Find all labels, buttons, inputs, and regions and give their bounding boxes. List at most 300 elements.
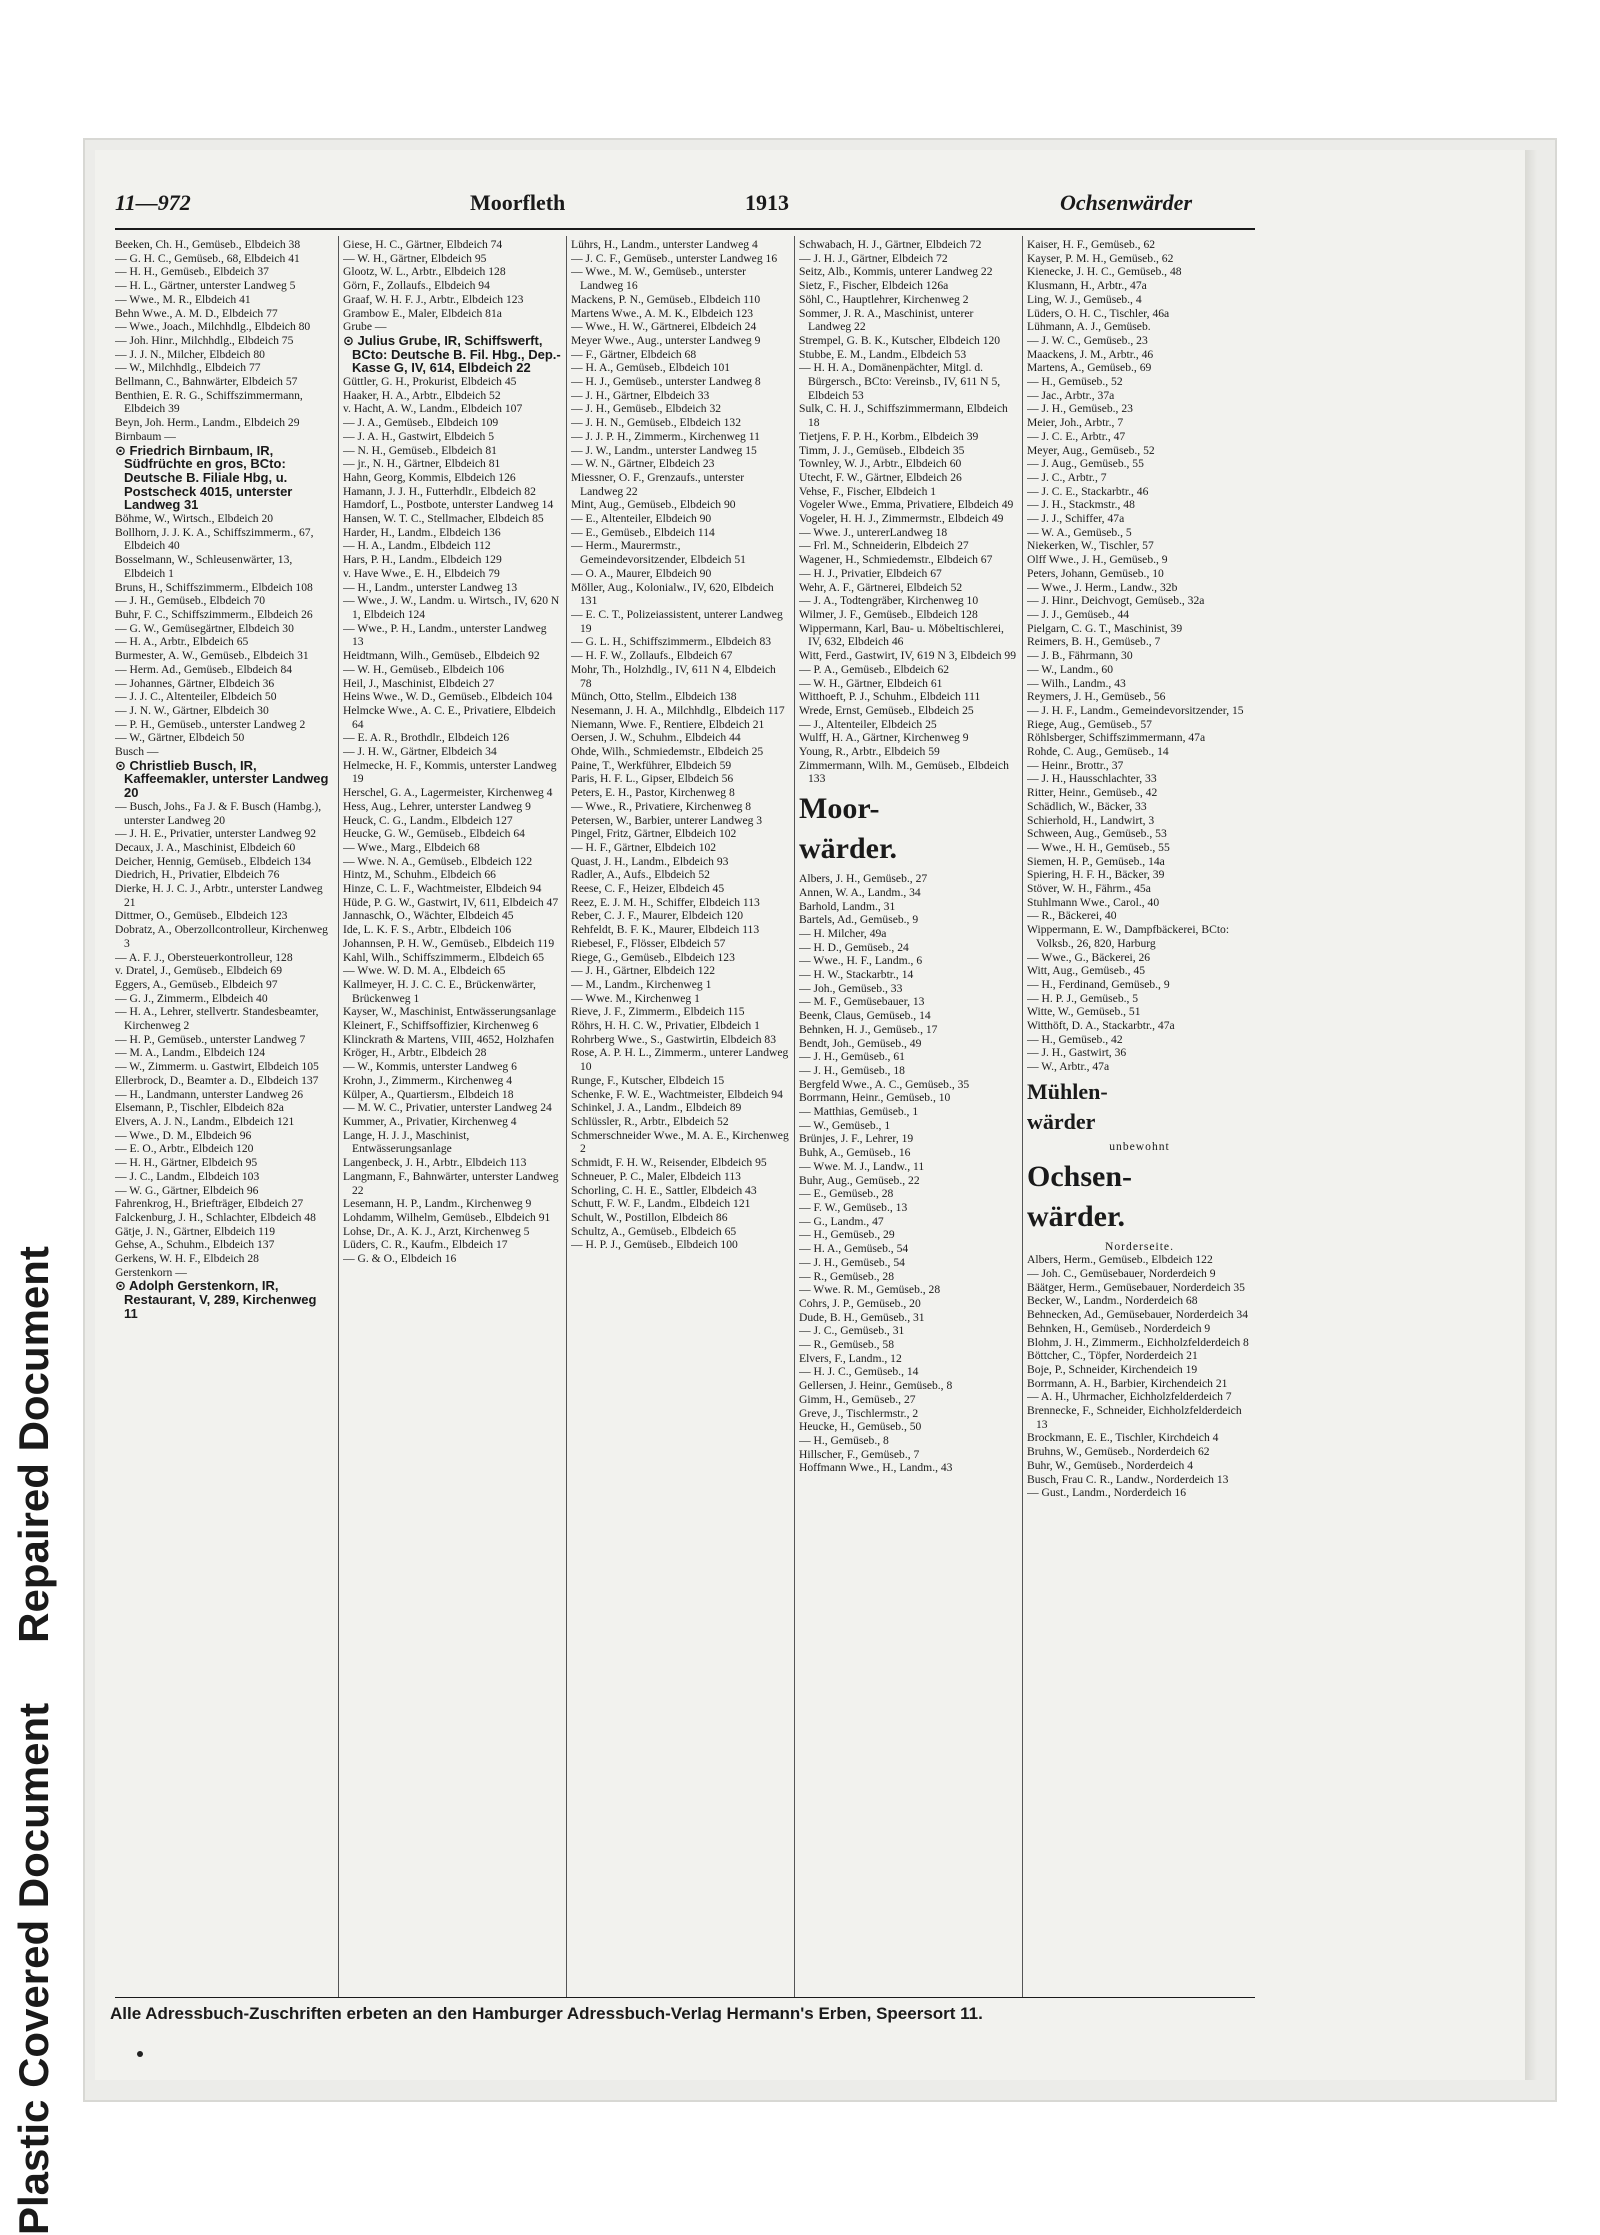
directory-entry: — J. H., Gemüseb., 54 (799, 1255, 905, 1269)
directory-entry: Bollhorn, J. J. K. A., Schiffszimmerm., 67, Elbdeich 40 (115, 525, 314, 553)
directory-entry: Graaf, W. H. F. J., Arbtr., Elbdeich 123 (343, 292, 524, 306)
directory-entry: — J. W., Landm., unterster Landweg 15 (571, 443, 757, 457)
directory-entry: Grube — (343, 320, 387, 334)
directory-entry: — Wwe., H. F., Landm., 6 (799, 954, 923, 968)
directory-entry: Falckenburg, J. H., Schlachter, Elbdeich 48 (115, 1210, 316, 1224)
publisher-footer: Alle Adressbuch-Zuschriften erbeten an den Hamburger Adressbuch-Verlag Hermann's Erben, Speersort 11. (110, 2004, 983, 2023)
directory-entry: Haaker, H. A., Arbtr., Elbdeich 52 (343, 388, 501, 402)
directory-entry: Hansen, W. T. C., Stellmacher, Elbdeich 85 (343, 512, 544, 526)
side-label-text (10, 515, 60, 2235)
directory-entry: Borrmann, A. H., Barbier, Kirchendeich 21 (1027, 1376, 1228, 1390)
directory-entry: — W., Zimmerm. u. Gastwirt, Elbdeich 105 (115, 1060, 319, 1074)
directory-entry: — H. J. C., Gemüseb., 14 (799, 1365, 919, 1379)
directory-entry: — W. G., Gärtner, Elbdeich 96 (115, 1183, 259, 1197)
directory-entry: Röhlsberger, Schiffszimmermann, 47a (1027, 731, 1206, 745)
directory-entry: — H. W., Stackarbtr., 14 (799, 968, 914, 982)
directory-entry: Riege, G., Gemüseb., Elbdeich 123 (571, 950, 735, 964)
directory-entry: Siemen, H. P., Gemüseb., 14a (1027, 854, 1165, 868)
directory-entry: Witte, W., Gemüseb., 51 (1027, 1005, 1141, 1019)
directory-entry: — W., Gärtner, Elbdeich 50 (115, 731, 245, 745)
directory-entry: Albers, J. H., Gemüseb., 27 (799, 872, 928, 886)
directory-entry: Schierhold, H., Landwirt, 3 (1027, 813, 1155, 827)
directory-entry: Miessner, O. F., Grenzaufs., unterster Landweg 22 (571, 470, 745, 498)
directory-entry: Hess, Aug., Lehrer, unterster Landweg 9 (343, 799, 531, 813)
directory-entry: Elvers, A. J. N., Landm., Elbdeich 121 (115, 1115, 295, 1128)
directory-entry: Riege, Aug., Gemüseb., 57 (1027, 717, 1152, 731)
directory-entry: — W. A., Gemüseb., 5 (1027, 525, 1132, 539)
directory-entry: — M., Landm., Kirchenweg 1 (571, 977, 712, 991)
directory-entry: Gimm, H., Gemüseb., 27 (799, 1392, 916, 1406)
directory-entry: Ohde, Wilh., Schmiedemstr., Elbdeich 25 (571, 745, 764, 759)
directory-entry: Peters, Johann, Gemüseb., 10 (1027, 566, 1164, 580)
directory-entry: — J. H., Gärtner, Elbdeich 122 (571, 964, 716, 978)
directory-entry: — H. A., Lehrer, stellvertr. Standesbeamter, Kirchenweg 2 (115, 1005, 319, 1033)
directory-entry: — J. H. J., Gärtner, Elbdeich 72 (799, 251, 948, 265)
directory-entry: Brünjes, J. F., Lehrer, 19 (799, 1132, 914, 1146)
directory-entry: Schenke, F. W. E., Wachtmeister, Elbdeich 94 (571, 1087, 783, 1101)
directory-entry: — Wwe., H. H., Gemüseb., 55 (1027, 840, 1170, 854)
directory-entry: Spiering, H. F. H., Bäcker, 39 (1027, 868, 1165, 882)
directory-entry: — H. A., Gemüseb., Elbdeich 101 (571, 361, 731, 375)
directory-entry: Heins Wwe., W. D., Gemüseb., Elbdeich 104 (343, 690, 553, 704)
directory-entry-featured: ⊙ Christlieb Busch, IR, Kaffeemakler, unterster Landweg 20 (115, 757, 329, 801)
directory-entry: — H. A., Landm., Elbdeich 112 (343, 539, 491, 553)
directory-entry: Benthien, E. R. G., Schiffszimmermann, Elbdeich 39 (115, 388, 303, 416)
directory-entry: — Gust., Landm., Norderdeich 16 (1027, 1486, 1187, 1500)
directory-entry: Rohrberg Wwe., S., Gastwirtin, Elbdeich 83 (571, 1032, 777, 1046)
directory-entry: — Joh. C., Gemüsebauer, Norderdeich 9 (1027, 1267, 1216, 1280)
directory-entry: Behnecken, Ad., Gemüsebauer, Norderdeich 34 (1027, 1308, 1249, 1322)
directory-entry: Langmann, F., Bahnwärter, unterster Landweg 22 (343, 1169, 559, 1197)
directory-entry: Annen, W. A., Landm., 34 (799, 885, 921, 899)
directory-entry: Heil, J., Maschinist, Elbdeich 27 (343, 676, 495, 690)
directory-entry: — G. L. H., Schiffszimmerm., Elbdeich 83 (571, 635, 772, 649)
directory-entry: Wulff, H. A., Gärtner, Kirchenweg 9 (799, 731, 969, 745)
directory-entry: Oersen, J. W., Schuhm., Elbdeich 44 (571, 731, 741, 745)
directory-entry: — H. F. W., Zollaufs., Elbdeich 67 (571, 649, 733, 663)
directory-entry: Rose, A. P. H. L., Zimmerm., unterer Landweg 10 (571, 1046, 789, 1074)
directory-entry: Young, R., Arbtr., Elbdeich 59 (799, 745, 940, 759)
directory-entry: Schwabach, H. J., Gärtner, Elbdeich 72 (799, 238, 982, 251)
directory-entry: Johannsen, P. H. W., Gemüseb., Elbdeich 119 (343, 936, 555, 950)
directory-column-3 (571, 238, 789, 1998)
directory-entry: — H., Gemüseb., 52 (1027, 375, 1123, 389)
directory-entry: Ling, W. J., Gemüseb., 4 (1027, 292, 1142, 306)
directory-entry: — J. H., Gemüseb., 18 (799, 1063, 905, 1077)
directory-entry: Schneuer, P. C., Maler, Elbdeich 113 (571, 1169, 741, 1183)
directory-entry: Beeken, Ch. H., Gemüseb., Elbdeich 38 (115, 238, 301, 251)
directory-entry: Reymers, J. H., Gemüseb., 56 (1027, 690, 1166, 704)
directory-entry: Schorling, C. H. E., Sattler, Elbdeich 43 (571, 1183, 757, 1197)
directory-entry: Buhk, A., Gemüseb., 16 (799, 1146, 911, 1160)
directory-entry: — G. & O., Elbdeich 16 (343, 1252, 457, 1266)
column-divider (794, 236, 795, 1998)
directory-entry: — W., Arbtr., 47a (1027, 1060, 1110, 1074)
directory-entry: — Wwe., P. H., Landm., unterster Landweg 13 (343, 621, 547, 649)
directory-entry: Kahl, Wilh., Schiffszimmerm., Elbdeich 65 (343, 950, 544, 964)
directory-entry: Radler, A., Aufs., Elbdeich 52 (571, 868, 710, 882)
directory-entry: Becker, W., Landm., Norderdeich 68 (1027, 1294, 1198, 1308)
directory-entry: Heidtmann, Wilh., Gemüseb., Elbdeich 92 (343, 649, 540, 663)
directory-entry: Klinckrath & Martens, VIII, 4652, Holzhafen (343, 1032, 554, 1046)
directory-entry: — W. H., Gemüseb., Elbdeich 106 (343, 662, 505, 676)
directory-entry: — J. H., Gemüseb., Elbdeich 70 (115, 594, 266, 608)
directory-entry: v. Dratel, J., Gemüseb., Elbdeich 69 (115, 964, 282, 978)
directory-entry: — F. W., Gemüseb., 13 (799, 1201, 908, 1214)
directory-entry: Bergfeld Wwe., A. C., Gemüseb., 35 (799, 1077, 970, 1091)
directory-entry: Helmecke, H. F., Kommis, unterster Landweg 19 (343, 758, 557, 786)
directory-entry: — J. J. N., Milcher, Elbdeich 80 (115, 347, 265, 361)
directory-entry: — J. H. N., Gemüseb., Elbdeich 132 (571, 416, 742, 430)
directory-entry: Glootz, W. L., Arbtr., Elbdeich 128 (343, 265, 506, 279)
directory-entry: — Joh. Hinr., Milchhdlg., Elbdeich 75 (115, 333, 294, 347)
directory-entry: — J. B., Fährmann, 30 (1027, 649, 1133, 663)
directory-entry: Lesemann, H. P., Landm., Kirchenweg 9 (343, 1197, 532, 1211)
directory-entry: Klusmann, H., Arbtr., 47a (1027, 279, 1147, 293)
directory-entry: Lüders, C. R., Kaufm., Elbdeich 17 (343, 1238, 508, 1252)
directory-entry: — H. P., Gemüseb., unterster Landweg 7 (115, 1032, 306, 1046)
directory-entry: Söhl, C., Hauptlehrer, Kirchenweg 2 (799, 292, 969, 306)
directory-entry: Petersen, W., Barbier, unterer Landweg 3 (571, 813, 763, 827)
directory-entry: — E., Gemüseb., Elbdeich 114 (571, 525, 715, 539)
directory-entry: — H. H., Gärtner, Elbdeich 95 (115, 1156, 258, 1170)
directory-entry: — P. A., Gemüseb., Elbdeich 62 (799, 662, 950, 676)
directory-entry: Hillscher, F., Gemüseb., 7 (799, 1447, 920, 1461)
section-heading: Moor- (799, 792, 880, 826)
directory-entry: — M. W. C., Privatier, unterster Landweg 24 (343, 1101, 552, 1115)
header-right-place: Ochsenwärder (1060, 190, 1193, 215)
directory-entry: Sommer, J. R. A., Maschinist, unterer Landweg 22 (799, 306, 974, 334)
directory-column-4 (799, 238, 1017, 1998)
directory-entry: Schutt, F. W. F., Landm., Elbdeich 121 (571, 1197, 751, 1211)
directory-entry: Kröger, H., Arbtr., Elbdeich 28 (343, 1046, 487, 1060)
page-number: 11—972 (115, 190, 191, 215)
directory-entry: — Wwe., M. R., Elbdeich 41 (115, 292, 251, 306)
directory-entry: Decaux, J. A., Maschinist, Elbdeich 60 (115, 840, 296, 854)
directory-entry: Stuhlmann Wwe., Carol., 40 (1027, 895, 1160, 909)
directory-entry: — F., Gärtner, Elbdeich 68 (571, 347, 697, 361)
directory-entry: Tietjens, F. P. H., Korbm., Elbdeich 39 (799, 429, 979, 443)
directory-entry: Eggers, A., Gemüseb., Elbdeich 97 (115, 977, 278, 991)
directory-entry: Görn, F., Zollaufs., Elbdeich 94 (343, 279, 490, 293)
directory-entry: Wrede, Ernst, Gemüseb., Elbdeich 25 (799, 703, 974, 717)
directory-entry: — W., Landm., 60 (1027, 662, 1113, 676)
directory-entry: Hüde, P. G. W., Gastwirt, IV, 611, Elbdeich 47 (343, 895, 559, 909)
directory-entry: — H., Landmann, unterster Landweg 26 (115, 1087, 304, 1101)
directory-entry: — W., Kommis, unterster Landweg 6 (343, 1060, 517, 1074)
directory-entry: — J. A. H., Gastwirt, Elbdeich 5 (343, 429, 495, 443)
directory-entry: Bruhns, W., Gemüseb., Norderdeich 62 (1027, 1445, 1210, 1459)
directory-entry: Vogeler Wwe., Emma, Privatiere, Elbdeich 49 (799, 498, 1014, 512)
directory-entry: Schädlich, W., Bäcker, 33 (1027, 799, 1147, 813)
directory-entry: Albers, Herm., Gemüseb., Elbdeich 122 (1027, 1253, 1213, 1267)
directory-entry: Gerkens, W. H. F., Elbdeich 28 (115, 1252, 259, 1266)
directory-entry: Witt, Ferd., Gastwirt, IV, 619 N 3, Elbdeich 99 (799, 649, 1016, 663)
directory-entry: Heucke, H., Gemüseb., 50 (799, 1420, 922, 1434)
directory-entry: — Wilh., Landm., 43 (1027, 676, 1126, 690)
header-left-place: Moorfleth (470, 190, 566, 215)
directory-entry: Greve, J., Tischlermstr., 2 (799, 1406, 919, 1420)
directory-entry: Krohn, J., Zimmerm., Kirchenweg 4 (343, 1073, 513, 1087)
directory-entry: Deicher, Hennig, Gemüseb., Elbdeich 134 (115, 854, 311, 868)
directory-entry: Hamdorf, L., Postbote, unterster Landweg 14 (343, 498, 554, 512)
directory-entry: Quast, J. H., Landm., Elbdeich 93 (571, 854, 729, 868)
directory-entry: — J. Aug., Gemüseb., 55 (1027, 457, 1144, 471)
directory-entry: Ellerbrock, D., Beamter a. D., Elbdeich 137 (115, 1073, 319, 1087)
directory-entry: — Matthias, Gemüseb., 1 (799, 1105, 919, 1119)
directory-entry: Martens, A., Gemüseb., 69 (1027, 361, 1152, 375)
directory-entry: Ritter, Heinr., Gemüseb., 42 (1027, 786, 1158, 800)
directory-entry: — Wwe. J., untererLandweg 18 (799, 525, 948, 539)
directory-entry: Sulk, C. H. J., Schiffszimmermann, Elbdeich 18 (799, 402, 1008, 430)
directory-entry: — E. A. R., Brothdlr., Elbdeich 126 (343, 731, 510, 745)
directory-entry: Utecht, F. W., Gärtner, Elbdeich 26 (799, 470, 962, 484)
directory-entry: Brennecke, F., Schneider, Eichholzfelderdeich 13 (1027, 1404, 1242, 1431)
directory-entry: Rohde, C. Aug., Gemüseb., 14 (1027, 745, 1169, 759)
directory-entry: Kaiser, H. F., Gemüseb., 62 (1027, 238, 1156, 251)
directory-entry-featured: ⊙ Julius Grube, IR, Schiffswerft, BCto: Deutsche B. Fil. Hbg., Dep.-Kasse G, IV, 614, Elbdeich 22 (343, 332, 561, 376)
directory-entry: — J. H., Stackmstr., 48 (1027, 498, 1135, 512)
section-subheading: Norderseite. (1105, 1239, 1174, 1253)
section-heading: Mühlen- (1027, 1078, 1108, 1104)
directory-entry: — H. Milcher, 49a (799, 926, 887, 940)
directory-entry: — J. Hinr., Deichvogt, Gemüseb., 32a (1027, 594, 1205, 608)
directory-entry: — J. C., Landm., Elbdeich 103 (115, 1169, 260, 1183)
page-header (115, 190, 1250, 226)
section-heading: wärder. (799, 832, 898, 866)
directory-entry: Niekerken, W., Tischler, 57 (1027, 539, 1154, 553)
directory-entry: — Wwe., J. W., Landm. u. Wirtsch., IV, 620 N 1, Elbdeich 124 (343, 594, 560, 621)
directory-entry: Niemann, Wwe. F., Rentiere, Elbdeich 21 (571, 717, 765, 731)
directory-entry: Gerstenkorn — (115, 1265, 187, 1279)
side-label-plastic: Plastic Covered Document (10, 1702, 57, 2235)
column-divider (1022, 236, 1023, 1998)
directory-entry: — J. H., Gemüseb., 61 (799, 1050, 905, 1064)
directory-entry: Seitz, Alb., Kommis, unterer Landweg 22 (799, 265, 993, 279)
directory-entry: — E., Gemüseb., 28 (799, 1187, 894, 1201)
footer-rule (115, 1997, 1255, 1998)
directory-entry: — W., Milchhdlg., Elbdeich 77 (115, 361, 261, 375)
directory-entry: Lohdamm, Wilhelm, Gemüseb., Elbdeich 91 (343, 1210, 551, 1224)
directory-entry: Pielgarn, C. G. T., Maschinist, 39 (1027, 621, 1183, 635)
directory-entry: — H., Ferdinand, Gemüseb., 9 (1027, 977, 1170, 991)
directory-entry: Bosselmann, W., Schleusenwärter, 13, Elbdeich 1 (115, 553, 293, 580)
directory-entry: v. Hacht, A. W., Landm., Elbdeich 107 (343, 402, 523, 416)
directory-entry: — H. A., Arbtr., Elbdeich 65 (115, 635, 249, 649)
directory-entry: Stubbe, E. M., Landm., Elbdeich 53 (799, 347, 967, 361)
directory-entry: Schultz, A., Gemüseb., Elbdeich 65 (571, 1224, 737, 1238)
directory-entry: Kleinert, F., Schiffsoffizier, Kirchenweg 6 (343, 1019, 539, 1033)
directory-entry: — J. H., Gemüseb., 23 (1027, 402, 1133, 416)
directory-entry: — J. J., Gemüseb., 44 (1027, 607, 1130, 621)
directory-entry: Gehse, A., Schuhm., Elbdeich 137 (115, 1238, 275, 1252)
directory-entry: — Wwe., M. W., Gemüseb., unterster Landweg 16 (571, 265, 746, 293)
directory-entry: — J. N. W., Gärtner, Elbdeich 30 (115, 703, 269, 717)
directory-entry: — J. H., Gemüseb., Elbdeich 32 (571, 402, 722, 416)
directory-entry: — J. C., Arbtr., 7 (1027, 470, 1107, 484)
directory-entry: Timm, J. J., Gemüseb., Elbdeich 35 (799, 443, 965, 457)
directory-entry: — Wwe. W. D. M. A., Elbdeich 65 (343, 964, 506, 978)
directory-entry: — H. L., Gärtner, unterster Landweg 5 (115, 279, 296, 293)
directory-entry: — J. J. P. H., Zimmerm., Kirchenweg 11 (571, 429, 760, 443)
directory-entry: Bäätger, Herm., Gemüsebauer, Norderdeich 35 (1027, 1280, 1245, 1294)
directory-entry: Behnken, H., Gemüseb., Norderdeich 9 (1027, 1321, 1211, 1335)
directory-entry: Rehfeldt, B. F. K., Maurer, Elbdeich 113 (571, 923, 760, 937)
directory-entry: Schmerschneider Wwe., M. A. E., Kirchenweg 2 (571, 1128, 789, 1156)
directory-entry: — Wwe. N. A., Gemüseb., Elbdeich 122 (343, 854, 533, 868)
directory-entry: Wagener, H., Schmiedemstr., Elbdeich 67 (799, 553, 993, 567)
directory-entry: — Johannes, Gärtner, Elbdeich 36 (115, 676, 275, 690)
directory-entry: Meyer Wwe., Aug., unterster Landweg 9 (571, 333, 761, 347)
directory-entry: Schween, Aug., Gemüseb., 53 (1027, 827, 1167, 841)
side-label-repaired: Repaired Document (10, 1246, 57, 1643)
directory-entry: Güttler, G. H., Prokurist, Elbdeich 45 (343, 375, 517, 389)
directory-entry: Lange, H. J. J., Maschinist, Entwässerungsanlage (343, 1128, 470, 1156)
directory-entry: — E., Altenteiler, Elbdeich 90 (571, 512, 712, 526)
directory-entry: — J. H. W., Gärtner, Elbdeich 34 (343, 745, 497, 759)
directory-entry: — H. F., Gärtner, Elbdeich 102 (571, 840, 717, 854)
directory-entry: — Wwe. M. J., Landw., 11 (799, 1159, 925, 1173)
directory-entry: — Wwe., Marg., Elbdeich 68 (343, 840, 480, 854)
directory-entry: Cohrs, J. P., Gemüseb., 20 (799, 1296, 921, 1310)
directory-entry: — W. N., Gärtner, Elbdeich 23 (571, 457, 715, 471)
directory-entry: Hoffmann Wwe., H., Landm., 43 (799, 1461, 953, 1475)
directory-entry: Gellersen, J. Heinr., Gemüseb., 8 (799, 1379, 953, 1393)
directory-entry: — M. A., Landm., Elbdeich 124 (115, 1046, 266, 1060)
directory-entry: Meier, Joh., Arbtr., 7 (1027, 416, 1124, 430)
directory-entry: Herschel, G. A., Lagermeister, Kirchenweg 4 (343, 786, 553, 800)
side-label-strip (0, 0, 70, 2235)
directory-entry: Wehr, A. F., Gärtnerei, Elbdeich 52 (799, 580, 963, 594)
directory-entry: Brockmann, E. E., Tischler, Kirchdeich 4 (1027, 1431, 1219, 1445)
directory-entry: Rieve, J. F., Zimmerm., Elbdeich 115 (571, 1005, 745, 1019)
directory-entry: Maackens, J. M., Arbtr., 46 (1027, 347, 1154, 361)
directory-entry: — J. A., Todtengräber, Kirchenweg 10 (799, 594, 979, 608)
directory-entry: Nesemann, J. H. A., Milchhdlg., Elbdeich 117 (571, 703, 785, 717)
directory-entry: — Herm. Ad., Gemüseb., Elbdeich 84 (115, 662, 293, 676)
directory-entry: Elvers, F., Landm., 12 (799, 1351, 902, 1365)
directory-entry: Burmester, A. W., Gemüseb., Elbdeich 31 (115, 649, 309, 663)
directory-entry: Strempel, G. B. K., Kutscher, Elbdeich 120 (799, 333, 1001, 347)
section-subheading: unbewohnt (1109, 1139, 1170, 1153)
directory-entry: Kienecke, J. H. C., Gemüseb., 48 (1027, 265, 1182, 279)
directory-entry: — A. H., Uhrmacher, Eichholzfelderdeich 7 (1027, 1390, 1232, 1404)
directory-entry: — E. C. T., Polizeiassistent, unterer Landweg 19 (571, 607, 783, 635)
directory-entry: — Wwe., R., Privatiere, Kirchenweg 8 (571, 799, 752, 813)
directory-entry: Schult, W., Postillon, Elbdeich 86 (571, 1210, 728, 1224)
directory-entry: Barhold, Landm., 31 (799, 899, 896, 913)
directory-entry: — R., Gemüseb., 58 (799, 1338, 894, 1352)
directory-entry: Wippermann, Karl, Bau- u. Möbeltischlerei, IV, 632, Elbdeich 46 (799, 621, 1004, 649)
directory-entry: Beyn, Joh. Herm., Landm., Elbdeich 29 (115, 416, 300, 430)
header-year: 1913 (745, 190, 789, 215)
directory-entry: — Wwe., G., Bäckerei, 26 (1027, 950, 1151, 964)
directory-entry: Mohr, Th., Holzhdlg., IV, 611 N 4, Elbdeich 78 (571, 662, 776, 690)
section-heading: wärder (1027, 1108, 1096, 1134)
directory-entry: Hamann, J. J. H., Futterhdlr., Elbdeich 82 (343, 484, 536, 498)
directory-entry: Lührs, H., Landm., unterster Landweg 4 (571, 238, 758, 251)
directory-entry: Heuck, C. G., Landm., Elbdeich 127 (343, 813, 513, 827)
directory-entry: — Herm., Maurermstr., Gemeindevorsitzender, Elbdeich 51 (571, 539, 746, 567)
directory-entry: — G. W., Gemüsegärtner, Elbdeich 30 (115, 621, 294, 635)
directory-entry: — J. H. E., Privatier, unterster Landweg 92 (115, 827, 317, 841)
directory-entry: — G. H. C., Gemüseb., 68, Elbdeich 41 (115, 251, 300, 265)
directory-entry: — W., Gemüseb., 1 (799, 1118, 891, 1132)
directory-entry: Bartels, Ad., Gemüseb., 9 (799, 913, 919, 927)
directory-entry: Paris, H. F. L., Gipser, Elbdeich 56 (571, 772, 734, 786)
directory-entry: Buhr, W., Gemüseb., Norderdeich 4 (1027, 1458, 1194, 1472)
directory-entry: Peters, E. H., Pastor, Kirchenweg 8 (571, 786, 735, 800)
directory-entry: Lühmann, A. J., Gemüseb. (1027, 320, 1151, 334)
directory-entry: Hinze, C. L. F., Wachtmeister, Elbdeich 94 (343, 882, 542, 896)
directory-entry: Harder, H., Landm., Elbdeich 136 (343, 525, 501, 539)
directory-entry: — J., Altenteiler, Elbdeich 25 (799, 717, 937, 731)
section-heading: Ochsen- (1027, 1159, 1132, 1193)
directory-entry-featured: ⊙ Friedrich Birnbaum, IR, Südfrüchte en gros, BCto: Deutsche B. Filiale Hbg, u. Postscheck 4015, unterster Landweg 31 (115, 442, 293, 513)
directory-entry: Witt, Aug., Gemüseb., 45 (1027, 964, 1146, 978)
directory-entry: Paine, T., Werkführer, Elbdeich 59 (571, 758, 732, 772)
directory-entry: Witthoeft, P. J., Schuhm., Elbdeich 111 (799, 690, 981, 704)
directory-entry: Bellmann, C., Bahnwärter, Elbdeich 57 (115, 375, 298, 389)
directory-entry: — W. H., Gärtner, Elbdeich 95 (343, 251, 487, 265)
directory-entry: — Wwe., J. Herm., Landw., 32b (1027, 580, 1178, 594)
directory-entry: Reez, E. J. M. H., Schiffer, Elbdeich 113 (571, 895, 760, 909)
directory-entry: Röhrs, H. H. C. W., Privatier, Elbdeich 1 (571, 1019, 760, 1033)
directory-entry: — G. J., Zimmerm., Elbdeich 40 (115, 991, 268, 1005)
directory-entry: Witthöft, D. A., Stackarbtr., 47a (1027, 1019, 1175, 1033)
directory-entry: — Wwe., D. M., Elbdeich 96 (115, 1128, 252, 1142)
section-heading: wärder. (1027, 1199, 1126, 1233)
directory-entry: Vogeler, H. H. J., Zimmermstr., Elbdeich 49 (799, 512, 1004, 526)
directory-entry: Kayser, W., Maschinist, Entwässerungsanlage (343, 1005, 557, 1019)
directory-entry: — R., Gemüseb., 28 (799, 1269, 894, 1283)
directory-entry: Zimmermann, Wilh. M., Gemüseb., Elbdeich 133 (799, 758, 1009, 786)
directory-entry: Vehse, F., Fischer, Elbdeich 1 (799, 484, 937, 498)
directory-entry: — J. J. C., Altenteiler, Elbdeich 50 (115, 690, 277, 704)
directory-entry: Runge, F., Kutscher, Elbdeich 15 (571, 1073, 725, 1087)
directory-entry: — J. H., Hausschlachter, 33 (1027, 772, 1157, 786)
directory-entry: Borrmann, Heinr., Gemüseb., 10 (799, 1091, 951, 1105)
directory-entry: Martens Wwe., A. M. K., Elbdeich 123 (571, 306, 754, 320)
directory-entry: Hahn, Georg, Kommis, Elbdeich 126 (343, 470, 516, 484)
directory-entry: — H. J., Gemüseb., unterster Landweg 8 (571, 375, 761, 389)
directory-entry: — O. A., Maurer, Elbdeich 90 (571, 566, 712, 580)
directory-entry: — G., Landm., 47 (799, 1214, 884, 1228)
directory-entry: Beenk, Claus, Gemüseb., 14 (799, 1009, 931, 1023)
directory-entry: Meyer, Aug., Gemüseb., 52 (1027, 443, 1155, 457)
directory-entry: Sietz, F., Fischer, Elbdeich 126a (799, 279, 949, 293)
directory-entry: Diedrich, H., Privatier, Elbdeich 76 (115, 868, 280, 882)
directory-entry: Wilmer, J. F., Gemüseb., Elbdeich 128 (799, 607, 978, 621)
directory-entry: Wippermann, E. W., Dampfbäckerei, BCto: Volksb., 26, 820, Harburg (1027, 923, 1230, 950)
directory-entry: — J. J., Schiffer, 47a (1027, 512, 1125, 526)
directory-entry: — H., Gemüseb., 8 (799, 1433, 889, 1447)
directory-entry: — W. H., Gärtner, Elbdeich 61 (799, 676, 943, 690)
directory-entry: — Heinr., Brottr., 37 (1027, 758, 1124, 772)
directory-entry: — N. H., Gemüseb., Elbdeich 81 (343, 443, 497, 457)
directory-entry: — jr., N. H., Gärtner, Elbdeich 81 (343, 457, 501, 471)
directory-entry: Townley, W. J., Arbtr., Elbdeich 60 (799, 457, 962, 471)
directory-entry: Dude, B. H., Gemüseb., 31 (799, 1310, 925, 1324)
directory-entry: Dobratz, A., Oberzollcontrolleur, Kirchenweg 3 (115, 923, 328, 950)
directory-entry: Buhr, Aug., Gemüseb., 22 (799, 1173, 920, 1187)
directory-entry: Olff Wwe., J. H., Gemüseb., 9 (1027, 553, 1168, 567)
directory-entry: — H., Landm., unterster Landweg 13 (343, 580, 518, 594)
header-rule (115, 228, 1255, 230)
directory-entry: Boje, P., Schneider, Kirchendeich 19 (1027, 1362, 1198, 1376)
directory-entry: — J. W. C., Gemüseb., 23 (1027, 333, 1148, 347)
directory-entry: — P. H., Gemüseb., unterster Landweg 2 (115, 717, 306, 731)
